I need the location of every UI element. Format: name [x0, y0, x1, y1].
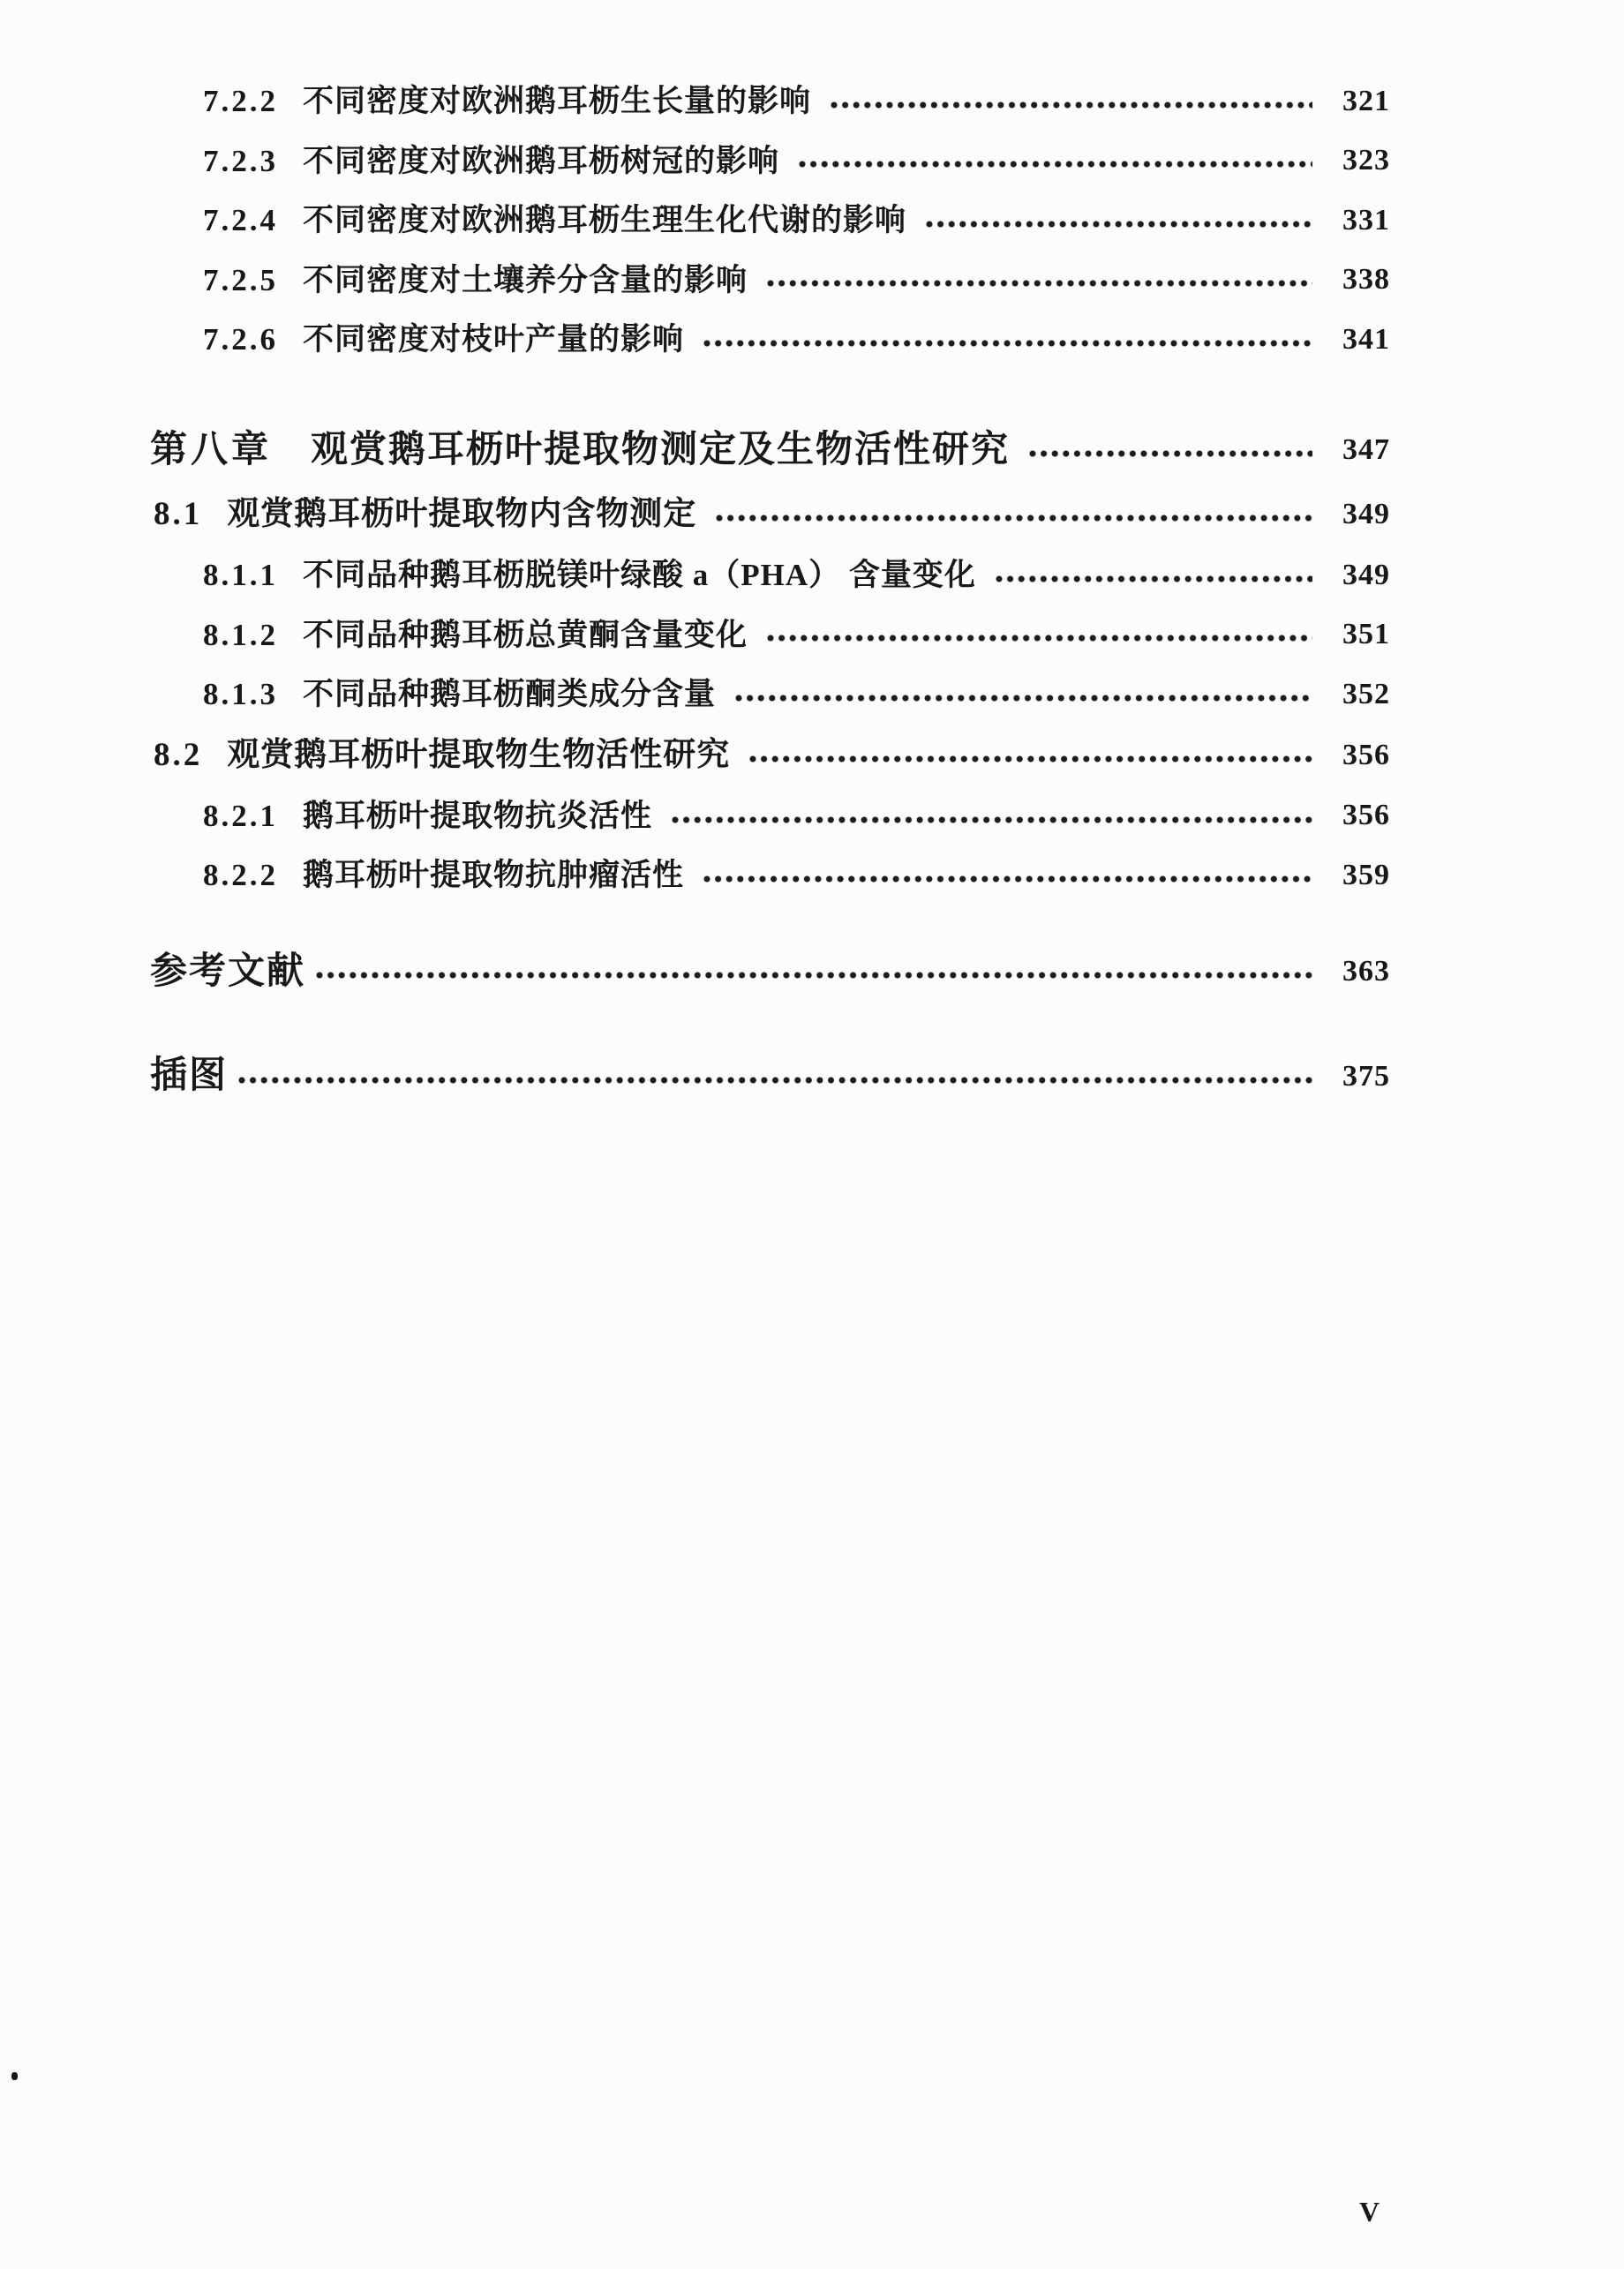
dot-leader [765, 268, 1312, 298]
toc-entry [0, 319, 1624, 360]
entry-number: 8.1 [154, 496, 203, 533]
entry-number: 8.1.2 [203, 617, 278, 652]
entry-page: 356 [1342, 799, 1390, 832]
dot-leader [702, 864, 1312, 894]
chapter-number: 第八章 [150, 429, 273, 470]
entry-title: 观赏鹅耳枥叶提取物内含物测定 [227, 496, 697, 533]
entry-title: 鹅耳枥叶提取物抗炎活性 [303, 798, 653, 833]
toc-entry [0, 555, 1624, 596]
dot-leader [924, 209, 1312, 239]
entry-title: 鹅耳枥叶提取物抗肿瘤活性 [303, 858, 685, 893]
toc-entry [0, 855, 1624, 896]
toc-entry [0, 493, 1624, 536]
entry-number: 7.2.6 [203, 322, 278, 357]
entry-title: 不同密度对欧洲鹅耳枥生长量的影响 [303, 84, 812, 118]
dot-leader [714, 503, 1312, 533]
entry-page: 359 [1342, 858, 1390, 891]
entry-title: 不同密度对土壤养分含量的影响 [303, 262, 748, 297]
toc-entry [0, 734, 1624, 777]
entry-title: 不同密度对枝叶产量的影响 [303, 322, 685, 357]
entry-page: 323 [1342, 144, 1390, 177]
chapter-title: 观赏鹅耳枥叶提取物测定及生物活性研究 [311, 429, 1011, 470]
entry-page: 363 [1342, 954, 1390, 988]
dot-leader [797, 149, 1312, 179]
toc-entry [0, 141, 1624, 182]
toc-references-entry [0, 948, 1624, 996]
entry-page: 351 [1342, 618, 1390, 651]
entry-number: 7.2.2 [203, 84, 278, 118]
entry-title: 参考文献 [150, 950, 306, 992]
dot-leader [1027, 439, 1312, 469]
entry-page: 338 [1342, 263, 1390, 297]
entry-number: 8.2.2 [203, 858, 278, 893]
entry-title: 不同品种鹅耳枥酮类成分含量 [303, 677, 717, 712]
footer-page-number: V [1359, 2196, 1380, 2228]
entry-title: 不同密度对欧洲鹅耳枥树冠的影响 [303, 143, 780, 178]
entry-title: 插图 [150, 1056, 229, 1097]
dot-leader [748, 744, 1312, 774]
dot-leader [314, 960, 1312, 990]
entry-page: 375 [1342, 1059, 1390, 1093]
scan-speck [11, 2072, 18, 2080]
toc-entry [0, 674, 1624, 715]
table-of-contents [0, 0, 1624, 1101]
entry-page: 347 [1342, 432, 1390, 466]
entry-page: 321 [1342, 84, 1390, 117]
toc-figures-entry [0, 1052, 1624, 1101]
toc-entry [0, 260, 1624, 301]
dot-leader [829, 90, 1312, 120]
dot-leader [237, 1065, 1312, 1095]
dot-leader [765, 623, 1312, 653]
dot-leader [994, 564, 1312, 594]
toc-entry [0, 615, 1624, 656]
entry-title: 不同品种鹅耳枥总黄酮含量变化 [303, 617, 748, 652]
entry-page: 341 [1342, 322, 1390, 356]
entry-title: 不同密度对欧洲鹅耳枥生理生化代谢的影响 [303, 203, 907, 237]
dot-leader [733, 683, 1312, 713]
entry-page: 331 [1342, 203, 1390, 237]
entry-number: 8.1.1 [203, 558, 278, 593]
toc-entry [0, 200, 1624, 241]
toc-entry [0, 81, 1624, 122]
entry-number: 7.2.5 [203, 262, 278, 297]
entry-number: 8.2.1 [203, 798, 278, 833]
entry-title: 观赏鹅耳枥叶提取物生物活性研究 [227, 736, 731, 773]
entry-page: 356 [1342, 738, 1390, 771]
toc-chapter-entry [0, 426, 1624, 475]
dot-leader [702, 328, 1312, 358]
entry-number: 8.2 [154, 736, 203, 773]
dot-leader [670, 805, 1312, 835]
entry-number: 8.1.3 [203, 677, 278, 712]
entry-page: 352 [1342, 677, 1390, 710]
entry-page: 349 [1342, 498, 1390, 531]
entry-title: 不同品种鹅耳枥脱镁叶绿酸 a（PHA） 含量变化 [303, 558, 976, 593]
entry-page: 349 [1342, 558, 1390, 591]
entry-number: 7.2.3 [203, 143, 278, 178]
toc-entry [0, 796, 1624, 837]
entry-number: 7.2.4 [203, 203, 278, 237]
